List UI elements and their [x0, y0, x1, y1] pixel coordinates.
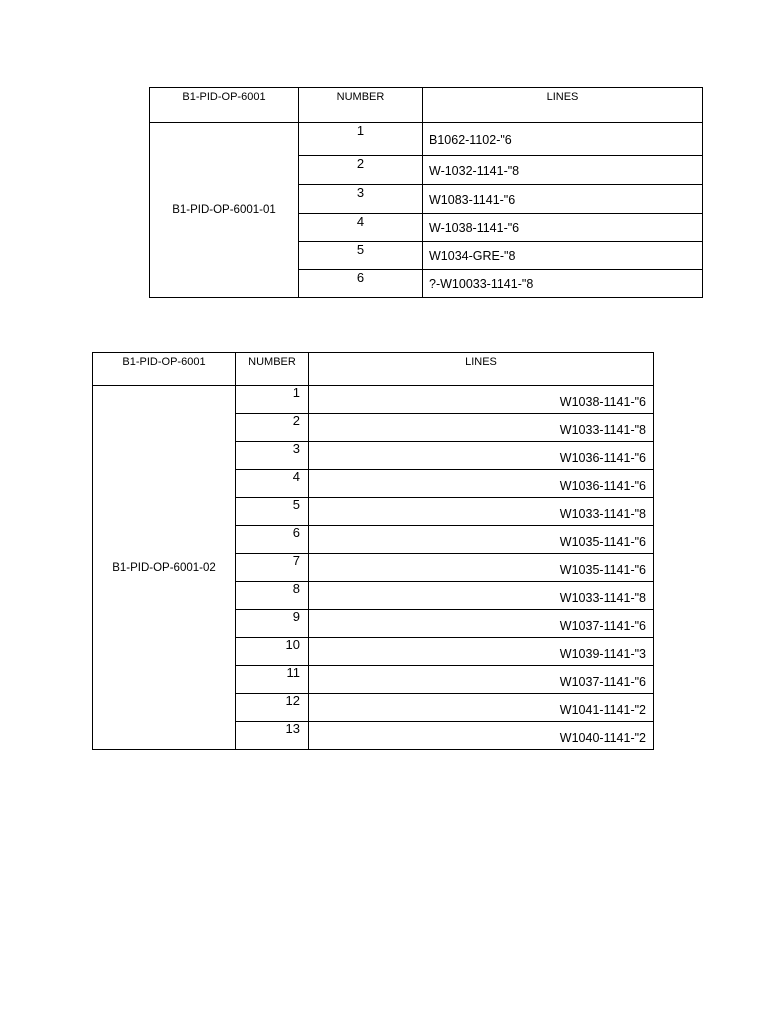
- lines-table-2: [92, 352, 654, 750]
- row-number: 9: [236, 610, 309, 638]
- row-line: B1062-1102-"6: [423, 123, 703, 156]
- lines-table-1: [149, 87, 703, 298]
- row-number: 5: [236, 498, 309, 526]
- row-number: 12: [236, 694, 309, 722]
- row-line: W1036-1141-"6: [309, 470, 654, 498]
- row-number: 10: [236, 638, 309, 666]
- row-number: 5: [299, 242, 423, 270]
- row-number: 13: [236, 722, 309, 750]
- row-number: 1: [236, 386, 309, 414]
- row-number: 7: [236, 554, 309, 582]
- header-number: NUMBER: [236, 353, 309, 386]
- row-line: W-1038-1141-"6: [423, 214, 703, 242]
- header-lines: LINES: [309, 353, 654, 386]
- row-line: W1037-1141-"6: [309, 666, 654, 694]
- row-number: 2: [236, 414, 309, 442]
- row-line: W1035-1141-"6: [309, 526, 654, 554]
- row-number: 2: [299, 156, 423, 185]
- table-header-row: [150, 88, 703, 123]
- row-line: W-1032-1141-"8: [423, 156, 703, 185]
- header-number: NUMBER: [299, 88, 423, 123]
- row-number: 6: [236, 526, 309, 554]
- row-number: 3: [299, 185, 423, 214]
- table-row: [150, 123, 703, 156]
- row-line: W1033-1141-"8: [309, 498, 654, 526]
- row-number: 4: [236, 470, 309, 498]
- group-label: B1-PID-OP-6001-01: [150, 123, 299, 298]
- row-number: 1: [299, 123, 423, 156]
- header-drawing: B1-PID-OP-6001: [150, 88, 299, 123]
- row-line: W1033-1141-"8: [309, 582, 654, 610]
- row-line: W1034-GRE-"8: [423, 242, 703, 270]
- header-lines: LINES: [423, 88, 703, 123]
- row-line: W1083-1141-"6: [423, 185, 703, 214]
- header-drawing: B1-PID-OP-6001: [93, 353, 236, 386]
- table-row: [93, 386, 654, 414]
- row-line: W1041-1141-"2: [309, 694, 654, 722]
- row-line: W1035-1141-"6: [309, 554, 654, 582]
- group-label: B1-PID-OP-6001-02: [93, 386, 236, 750]
- row-number: 6: [299, 270, 423, 298]
- table-header-row: [93, 353, 654, 386]
- row-line: W1037-1141-"6: [309, 610, 654, 638]
- row-line: W1039-1141-"3: [309, 638, 654, 666]
- row-number: 3: [236, 442, 309, 470]
- row-line: W1036-1141-"6: [309, 442, 654, 470]
- row-line: ?-W10033-1141-"8: [423, 270, 703, 298]
- row-line: W1033-1141-"8: [309, 414, 654, 442]
- row-number: 8: [236, 582, 309, 610]
- row-line: W1038-1141-"6: [309, 386, 654, 414]
- row-number: 11: [236, 666, 309, 694]
- row-line: W1040-1141-"2: [309, 722, 654, 750]
- row-number: 4: [299, 214, 423, 242]
